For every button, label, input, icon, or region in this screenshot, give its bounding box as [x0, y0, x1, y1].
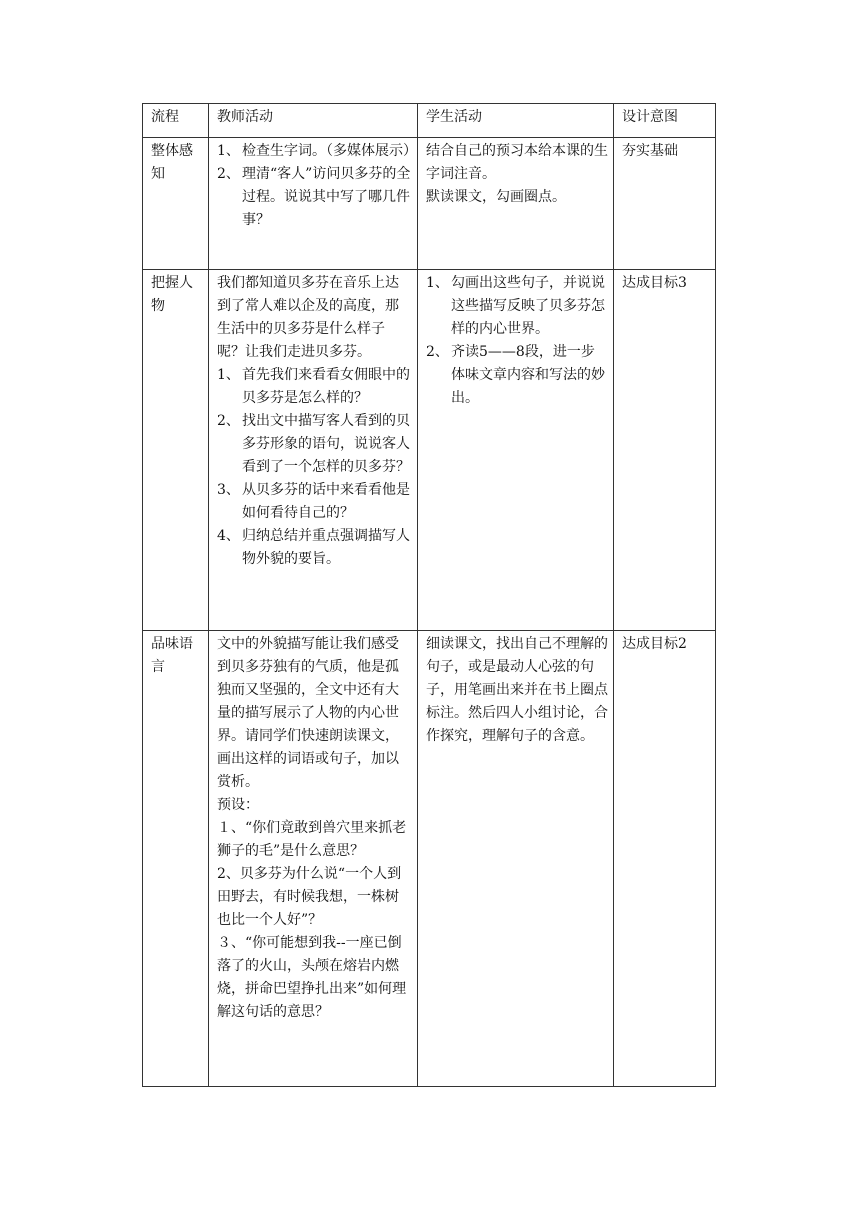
preset-question: １、“你们竟敢到兽穴里来抓老狮子的毛”是什么意思？	[217, 820, 407, 859]
item-number: 1、	[426, 275, 449, 291]
table-row	[143, 138, 716, 270]
table-header-row	[143, 104, 716, 138]
intent-cell: 达成目标2	[614, 631, 716, 1087]
item-text: 从贝多芬的话中来看看他是如何看待自己的？	[242, 482, 410, 521]
table-row	[143, 270, 716, 631]
list-item	[217, 479, 412, 525]
teacher-activity-cell	[209, 270, 418, 631]
student-text: 默读课文，勾画圈点。	[426, 189, 566, 205]
item-text: 齐读5——8段，进一步体味文章内容和写法的妙出。	[451, 344, 605, 406]
list-item	[217, 525, 412, 571]
header-cell-teacher: 教师活动	[209, 104, 418, 138]
list-item	[217, 364, 412, 410]
stage-cell: 品味语言	[143, 631, 209, 1087]
item-number: 2、	[217, 413, 240, 429]
teacher-intro: 我们都知道贝多芬在音乐上达到了常人难以企及的高度，那生活中的贝多芬是什么样子呢？让我们走进贝多芬。	[217, 275, 399, 360]
teacher-activity-cell	[209, 138, 418, 270]
item-number: 1、	[217, 143, 240, 159]
header-cell-student: 学生活动	[418, 104, 614, 138]
student-text: 结合自己的预习本给本课的生字词注音。	[426, 143, 608, 182]
item-number: 4、	[217, 528, 240, 544]
preset-question: 2、贝多芬为什么说“一个人到田野去，有时候我想，一株树也比一个人好”？	[217, 866, 402, 928]
preset-label: 预设：	[217, 797, 259, 813]
preset-question: ３、“你可能想到我--一座已倒落了的火山，头颅在熔岩内燃烧，拼命巴望挣扎出来”如何理解这句话的意思？	[217, 935, 407, 1020]
table-row	[143, 631, 716, 1087]
stage-cell: 整体感知	[143, 138, 209, 270]
stage-cell: 把握人物	[143, 270, 209, 631]
item-number: 2、	[426, 344, 449, 360]
lesson-plan-table	[142, 103, 716, 1087]
intent-cell: 达成目标3	[614, 270, 716, 631]
list-item	[217, 410, 412, 479]
student-activity-cell	[418, 631, 614, 1087]
teacher-steps-list	[217, 140, 417, 232]
list-item	[426, 341, 608, 410]
header-cell-process: 流程	[143, 104, 209, 138]
list-item	[426, 272, 608, 341]
item-text: 找出文中描写客人看到的贝多芬形象的语句，说说客人看到了一个怎样的贝多芬？	[242, 413, 410, 475]
student-activity-cell	[418, 270, 614, 631]
list-item	[217, 140, 417, 163]
item-text: 勾画出这些句子，并说说这些描写反映了贝多芬怎样的内心世界。	[451, 275, 605, 337]
item-number: 3、	[217, 482, 240, 498]
item-text: 首先我们来看看女佣眼中的贝多芬是怎么样的？	[242, 367, 410, 406]
item-number: 2、	[217, 166, 240, 182]
item-text: 理清“客人”访问贝多芬的全过程。说说其中写了哪几件事？	[242, 166, 411, 228]
list-item	[217, 163, 412, 232]
student-steps-list	[426, 272, 608, 410]
student-text: 细读课文，找出自己不理解的句子，或是最动人心弦的句子，用笔画出来并在书上圈点标注。然后四人小组讨论，合作探究，理解句子的含意。	[426, 636, 608, 744]
teacher-intro: 文中的外貌描写能让我们感受到贝多芬独有的气质，他是孤独而又坚强的，全文中还有大量的描写展示了人物的内心世界。请同学们快速朗读课文，画出这样的词语或句子，加以赏析。	[217, 636, 399, 790]
teacher-activity-cell	[209, 631, 418, 1087]
item-text: 归纳总结并重点强调描写人物外貌的要旨。	[242, 528, 410, 567]
teacher-steps-list	[217, 364, 412, 571]
header-cell-intent: 设计意图	[614, 104, 716, 138]
student-activity-cell	[418, 138, 614, 270]
intent-cell: 夯实基础	[614, 138, 716, 270]
item-number: 1、	[217, 367, 240, 383]
item-text: 检查生字词。（多媒体展示）	[242, 143, 417, 159]
